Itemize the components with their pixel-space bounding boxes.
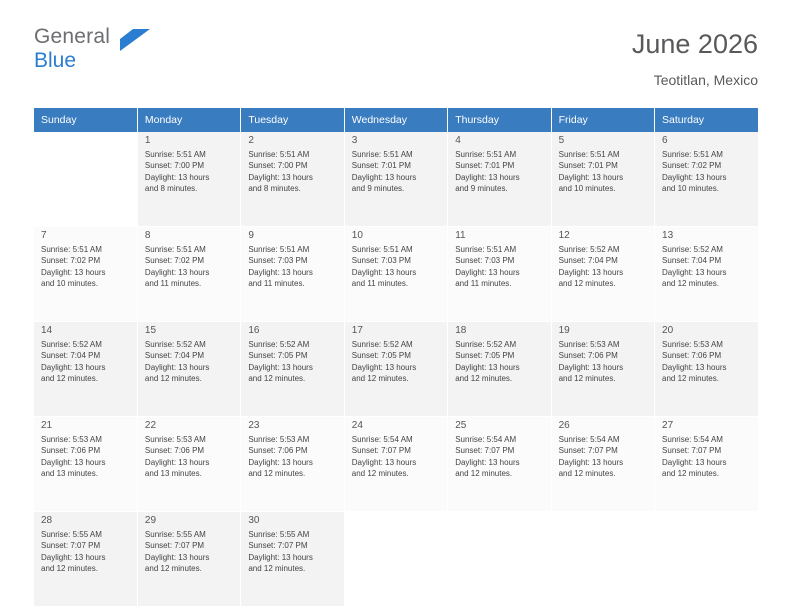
calendar-day-cell[interactable] <box>241 322 344 417</box>
day-info-line: and 12 minutes. <box>558 279 616 289</box>
day-info-line: and 11 minutes. <box>351 279 409 289</box>
calendar-empty-cell <box>551 512 654 607</box>
day-number: 22 <box>144 420 157 431</box>
calendar-day-cell[interactable] <box>34 417 137 512</box>
day-info-line: and 9 minutes. <box>351 184 405 194</box>
day-info-line: Sunset: 7:04 PM <box>558 256 618 266</box>
logo-text-general: General <box>34 25 111 48</box>
calendar-week-row <box>34 132 758 227</box>
day-number: 23 <box>248 420 260 431</box>
calendar-empty-cell <box>448 512 551 607</box>
day-info-line: Sunset: 7:07 PM <box>662 446 722 456</box>
day-number: 17 <box>351 325 363 336</box>
day-info-line: Sunset: 7:00 PM <box>248 161 308 171</box>
day-number: 15 <box>144 325 157 336</box>
day-info-line: Sunset: 7:02 PM <box>144 256 205 266</box>
day-number: 4 <box>455 135 461 146</box>
day-info-line: Daylight: 13 hours <box>558 172 624 182</box>
day-info-line: Sunrise: 5:55 AM <box>41 529 102 539</box>
day-info-line: Sunrise: 5:54 AM <box>455 434 517 444</box>
day-info-line: Sunset: 7:07 PM <box>558 446 618 456</box>
day-info-line: Daylight: 13 hours <box>248 362 313 372</box>
day-info-line: Sunrise: 5:51 AM <box>558 149 620 159</box>
logo-text-blue: Blue <box>34 49 77 72</box>
day-info-line: Sunrise: 5:53 AM <box>41 434 102 444</box>
day-info-line: Daylight: 13 hours <box>455 172 520 182</box>
day-info-line: Daylight: 13 hours <box>662 267 727 277</box>
day-info-line: Sunrise: 5:55 AM <box>248 529 310 539</box>
day-info-line: Sunrise: 5:52 AM <box>41 339 102 349</box>
page-header <box>34 26 758 100</box>
day-number: 21 <box>41 420 53 431</box>
day-info-line: Daylight: 13 hours <box>662 362 727 372</box>
calendar-week-row <box>34 512 758 607</box>
calendar-day-cell[interactable] <box>34 322 137 417</box>
day-info-line: Sunrise: 5:51 AM <box>41 244 102 254</box>
day-info-line: and 12 minutes. <box>558 374 616 384</box>
day-info-line: Daylight: 13 hours <box>351 172 417 182</box>
calendar-day-cell[interactable] <box>137 132 240 227</box>
calendar-day-cell[interactable] <box>344 132 447 227</box>
title-block <box>632 26 758 88</box>
calendar-day-cell[interactable] <box>344 322 447 417</box>
day-info-line: Sunset: 7:00 PM <box>144 161 205 171</box>
day-info-line: Sunset: 7:07 PM <box>41 541 101 551</box>
page-subtitle: Teotitlan, Mexico <box>653 72 758 88</box>
day-info-line: Sunrise: 5:51 AM <box>144 244 206 254</box>
day-info-line: Daylight: 13 hours <box>558 457 624 467</box>
day-info-line: and 9 minutes. <box>455 184 508 194</box>
day-info-line: Sunrise: 5:51 AM <box>455 149 517 159</box>
day-info-line: Daylight: 13 hours <box>351 267 417 277</box>
day-info-line: Sunrise: 5:52 AM <box>144 339 206 349</box>
calendar-week-row <box>34 417 758 512</box>
weekday-header-thursday: Thursday <box>448 108 551 132</box>
day-info-line: Sunset: 7:06 PM <box>248 446 308 456</box>
day-info-line: Sunrise: 5:51 AM <box>144 149 206 159</box>
day-info-line: Daylight: 13 hours <box>662 457 727 467</box>
day-info-line: Sunrise: 5:54 AM <box>558 434 620 444</box>
day-info-line: and 13 minutes. <box>144 469 202 479</box>
calendar-empty-cell <box>344 512 447 607</box>
day-info-line: Sunset: 7:07 PM <box>455 446 515 456</box>
weekday-header-friday: Friday <box>551 108 654 132</box>
day-info-line: Daylight: 13 hours <box>351 362 417 372</box>
calendar-day-cell[interactable] <box>551 322 654 417</box>
day-info-line: and 11 minutes. <box>248 279 305 289</box>
weekday-header-sunday: Sunday <box>34 108 137 132</box>
day-number: 9 <box>248 230 254 241</box>
day-info-line: Daylight: 13 hours <box>41 457 106 467</box>
day-number: 24 <box>351 420 363 431</box>
day-info-line: Sunrise: 5:51 AM <box>248 149 310 159</box>
day-info-line: Sunset: 7:05 PM <box>455 351 515 361</box>
day-info-line: and 12 minutes. <box>662 374 719 384</box>
day-info-line: Daylight: 13 hours <box>144 457 210 467</box>
day-info-line: Sunrise: 5:55 AM <box>144 529 206 539</box>
day-info-line: Sunset: 7:05 PM <box>248 351 308 361</box>
day-info-line: and 12 minutes. <box>455 469 513 479</box>
day-info-line: Sunset: 7:03 PM <box>248 256 308 266</box>
day-info-line: Sunset: 7:03 PM <box>455 256 515 266</box>
day-info-line: Sunrise: 5:51 AM <box>455 244 517 254</box>
day-info-line: and 12 minutes. <box>41 374 98 384</box>
day-number: 14 <box>41 325 53 336</box>
calendar-day-cell[interactable] <box>241 417 344 512</box>
day-info-line: Sunrise: 5:54 AM <box>662 434 723 444</box>
calendar-day-cell[interactable] <box>448 322 551 417</box>
day-info-line: Sunrise: 5:53 AM <box>558 339 620 349</box>
day-info-line: Sunrise: 5:52 AM <box>248 339 310 349</box>
day-info-line: Sunset: 7:07 PM <box>351 446 411 456</box>
day-info-line: and 10 minutes. <box>558 184 616 194</box>
calendar-day-cell[interactable] <box>655 132 758 227</box>
day-number: 1 <box>144 135 151 146</box>
day-info-line: Sunset: 7:06 PM <box>662 351 722 361</box>
day-number: 29 <box>144 515 157 526</box>
day-info-line: Sunset: 7:07 PM <box>144 541 205 551</box>
day-info-line: Sunset: 7:02 PM <box>41 256 101 266</box>
calendar-day-cell[interactable] <box>241 132 344 227</box>
day-number: 6 <box>662 135 668 146</box>
day-info-line: and 11 minutes. <box>144 279 202 289</box>
day-info-line: and 12 minutes. <box>248 564 306 574</box>
day-info-line: Sunset: 7:01 PM <box>455 161 515 171</box>
day-info-line: Sunset: 7:03 PM <box>351 256 411 266</box>
calendar-day-cell[interactable] <box>448 417 551 512</box>
day-info-line: Daylight: 13 hours <box>144 267 210 277</box>
day-number: 3 <box>351 135 358 146</box>
day-info-line: Daylight: 13 hours <box>351 457 417 467</box>
calendar-day-cell[interactable] <box>551 227 654 322</box>
weekday-header-monday: Monday <box>137 108 240 132</box>
day-number: 8 <box>144 230 151 241</box>
day-info-line: and 10 minutes. <box>662 184 719 194</box>
day-info-line: Daylight: 13 hours <box>558 267 624 277</box>
day-info-line: Daylight: 13 hours <box>455 362 520 372</box>
day-number: 12 <box>558 230 570 241</box>
calendar-day-cell[interactable] <box>137 512 240 607</box>
day-info-line: Daylight: 13 hours <box>455 457 520 467</box>
calendar-week-row <box>34 227 758 322</box>
day-info-line: Daylight: 13 hours <box>248 552 313 562</box>
day-info-line: and 10 minutes. <box>41 279 98 289</box>
day-number: 26 <box>558 420 570 431</box>
day-info-line: Daylight: 13 hours <box>248 457 313 467</box>
day-info-line: Sunset: 7:04 PM <box>662 256 722 266</box>
day-info-line: Sunrise: 5:53 AM <box>662 339 723 349</box>
calendar-day-cell[interactable] <box>448 227 551 322</box>
day-info-line: Sunrise: 5:52 AM <box>351 339 413 349</box>
day-info-line: and 12 minutes. <box>558 469 616 479</box>
day-info-line: Sunset: 7:04 PM <box>41 351 101 361</box>
calendar-day-cell[interactable] <box>137 322 240 417</box>
day-info-line: and 8 minutes. <box>144 184 198 194</box>
day-info-line: Daylight: 13 hours <box>455 267 520 277</box>
day-number: 7 <box>41 230 47 241</box>
day-info-line: and 12 minutes. <box>248 469 306 479</box>
day-info-line: Sunrise: 5:51 AM <box>662 149 723 159</box>
day-number: 30 <box>248 515 260 526</box>
day-number: 5 <box>558 135 565 146</box>
calendar-day-cell[interactable] <box>448 132 551 227</box>
calendar-empty-cell <box>34 132 137 227</box>
calendar-day-cell[interactable] <box>655 322 758 417</box>
day-number: 20 <box>662 325 674 336</box>
day-info-line: and 12 minutes. <box>351 469 409 479</box>
weekday-header-saturday: Saturday <box>655 108 758 132</box>
day-info-line: and 12 minutes. <box>41 564 98 574</box>
day-number: 11 <box>455 230 466 241</box>
day-info-line: Sunrise: 5:54 AM <box>351 434 413 444</box>
day-info-line: Sunset: 7:06 PM <box>41 446 101 456</box>
calendar-day-cell[interactable] <box>34 512 137 607</box>
calendar-day-cell[interactable] <box>137 417 240 512</box>
calendar-day-cell[interactable] <box>551 132 654 227</box>
day-info-line: Daylight: 13 hours <box>558 362 624 372</box>
day-number: 10 <box>351 230 363 241</box>
day-info-line: Sunset: 7:06 PM <box>144 446 205 456</box>
day-info-line: Sunrise: 5:52 AM <box>558 244 620 254</box>
day-info-line: Sunset: 7:06 PM <box>558 351 618 361</box>
day-number: 25 <box>455 420 467 431</box>
calendar-day-cell[interactable] <box>551 417 654 512</box>
day-info-line: Sunrise: 5:51 AM <box>351 149 413 159</box>
day-info-line: and 12 minutes. <box>455 374 513 384</box>
calendar-day-cell[interactable] <box>344 417 447 512</box>
day-info-line: Daylight: 13 hours <box>41 552 106 562</box>
calendar-empty-cell <box>655 512 758 607</box>
logo[interactable] <box>34 26 164 82</box>
day-info-line: Sunrise: 5:52 AM <box>662 244 723 254</box>
calendar-day-cell[interactable] <box>137 227 240 322</box>
calendar-header-row <box>34 108 758 132</box>
day-number: 19 <box>558 325 570 336</box>
day-number: 16 <box>248 325 260 336</box>
day-info-line: Sunrise: 5:53 AM <box>144 434 206 444</box>
day-info-line: Daylight: 13 hours <box>248 172 313 182</box>
day-number: 18 <box>455 325 467 336</box>
day-info-line: Daylight: 13 hours <box>144 552 210 562</box>
day-info-line: Daylight: 13 hours <box>41 362 106 372</box>
day-info-line: Sunset: 7:07 PM <box>248 541 308 551</box>
day-info-line: Sunrise: 5:51 AM <box>351 244 413 254</box>
calendar-day-cell[interactable] <box>241 512 344 607</box>
calendar-table <box>34 108 758 607</box>
calendar-week-row <box>34 322 758 417</box>
day-info-line: and 12 minutes. <box>144 374 202 384</box>
day-info-line: Daylight: 13 hours <box>41 267 106 277</box>
day-info-line: Daylight: 13 hours <box>144 172 210 182</box>
day-info-line: and 12 minutes. <box>351 374 409 384</box>
day-info-line: Sunrise: 5:51 AM <box>248 244 310 254</box>
calendar-body <box>34 132 758 607</box>
day-info-line: Sunset: 7:02 PM <box>662 161 722 171</box>
day-number: 28 <box>41 515 53 526</box>
day-info-line: Sunrise: 5:52 AM <box>455 339 517 349</box>
day-info-line: Daylight: 13 hours <box>662 172 727 182</box>
calendar-day-cell[interactable] <box>655 227 758 322</box>
day-info-line: Sunset: 7:01 PM <box>351 161 411 171</box>
calendar-day-cell[interactable] <box>241 227 344 322</box>
day-info-line: Daylight: 13 hours <box>144 362 210 372</box>
day-number: 27 <box>662 420 674 431</box>
weekday-header-tuesday: Tuesday <box>241 108 344 132</box>
day-info-line: Sunset: 7:05 PM <box>351 351 411 361</box>
day-number: 2 <box>248 135 254 146</box>
day-info-line: and 12 minutes. <box>662 469 719 479</box>
calendar-day-cell[interactable] <box>344 227 447 322</box>
calendar-day-cell[interactable] <box>34 227 137 322</box>
day-info-line: and 8 minutes. <box>248 184 301 194</box>
day-info-line: and 12 minutes. <box>248 374 306 384</box>
day-info-line: and 13 minutes. <box>41 469 98 479</box>
day-number: 13 <box>662 230 674 241</box>
flag-icon-notch <box>120 29 133 39</box>
weekday-header-wednesday: Wednesday <box>344 108 447 132</box>
day-info-line: and 11 minutes. <box>455 279 512 289</box>
day-info-line: and 12 minutes. <box>144 564 202 574</box>
day-info-line: Sunset: 7:04 PM <box>144 351 205 361</box>
day-info-line: Daylight: 13 hours <box>248 267 313 277</box>
day-info-line: Sunset: 7:01 PM <box>558 161 618 171</box>
page-title: June 2026 <box>631 29 758 59</box>
calendar-day-cell[interactable] <box>655 417 758 512</box>
day-info-line: and 12 minutes. <box>662 279 719 289</box>
day-info-line: Sunrise: 5:53 AM <box>248 434 310 444</box>
